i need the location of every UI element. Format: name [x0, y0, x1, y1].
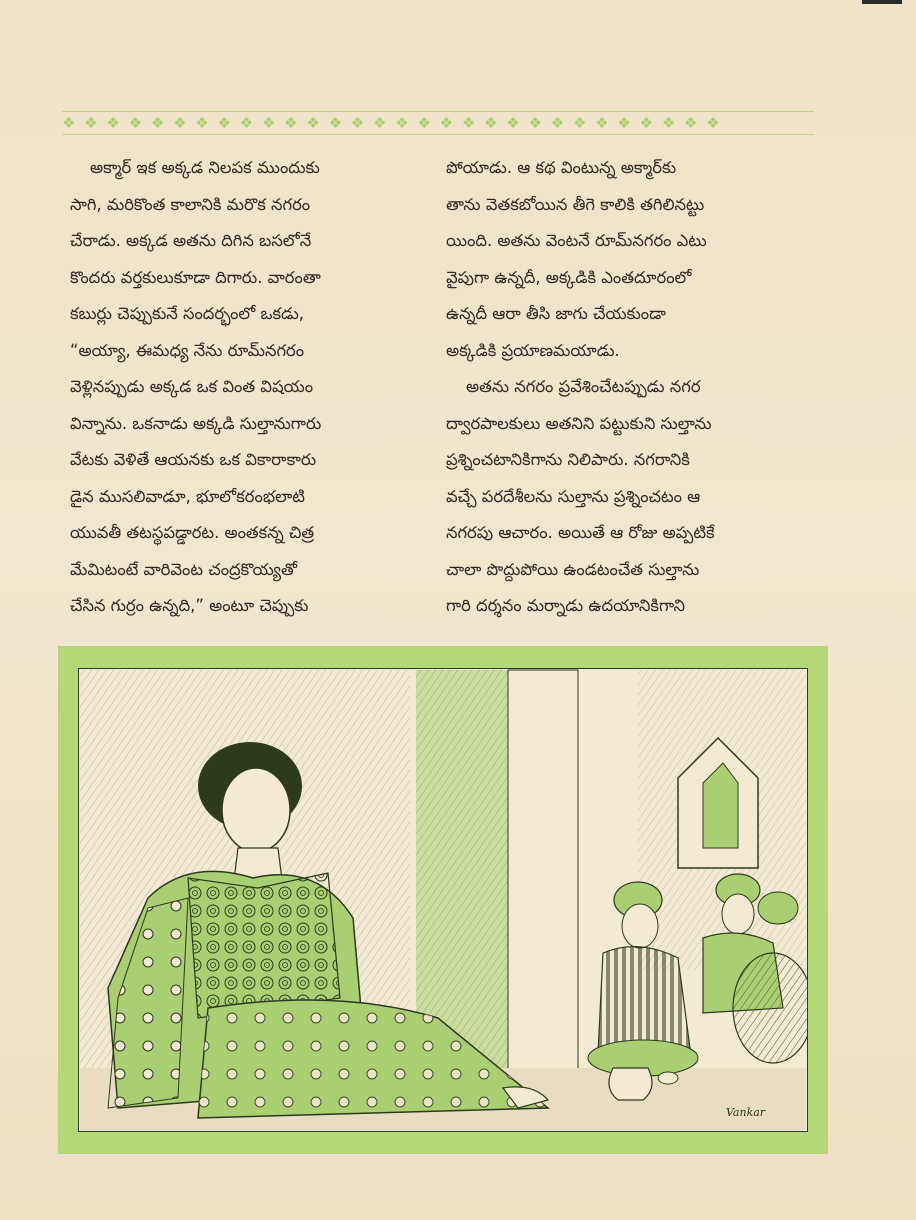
text-line: సాగి, మరికొంత కాలానికి మరొక నగరం [70, 194, 311, 214]
text-line: చేసిన గుర్రం ఉన్నది,” అంటూ చెప్పుకు [70, 596, 309, 615]
decorative-border: ❖ ❖ ❖ ❖ ❖ ❖ ❖ ❖ ❖ ❖ ❖ ❖ ❖ ❖ ❖ ❖ ❖ ❖ ❖ ❖ ❖ ❖ ❖ ❖ ❖ ❖ ❖ ❖ ❖ ❖ [62, 114, 722, 132]
text-line: కొందరు వర్తకులుకూడా దిగారు. వారంతా [70, 267, 321, 287]
illustration-drawing [78, 668, 808, 1132]
ornament-bottom-line [62, 134, 814, 135]
text-line: తాను వెతకబోయిన తీగె కాలికి తగిలినట్టు [446, 194, 705, 214]
text-line: డైన ముసలివాడూ, భూలోకరంభలాటి [70, 486, 305, 506]
text-line: అక్మార్ ఇక అక్కడ నిలపక ముందుకు [90, 158, 320, 177]
text-line: గారి దర్శనం మర్నాడు ఉదయానికిగాని [446, 596, 686, 615]
text-line: అక్కడికి ప్రయాణమయాడు. [446, 340, 620, 360]
text-line: వైపుగా ఉన్నదీ, అక్కడికి ఎంతదూరంలో [446, 267, 692, 287]
artist-signature: Vankar [726, 1106, 766, 1119]
text-line: విన్నాను. ఒకనాడు అక్కడి సుల్తానుగారు [70, 413, 322, 433]
text-line: నగరపు ఆచారం. అయితే ఆ రోజు అప్పటికే [446, 523, 715, 542]
story-illustration [58, 646, 828, 1154]
text-column-left [70, 150, 430, 625]
text-line: యువతీ తటస్థపడ్డారట. అంతకన్న చిత్ర [70, 523, 315, 542]
text-line: కబుర్లు చెప్పుకునే సందర్భంలో ఒకడు, [70, 304, 305, 323]
text-column-right [446, 150, 806, 625]
page-edge-mark [862, 0, 902, 4]
merchant-back [733, 953, 808, 1063]
text-line: అతను నగరం ప్రవేశించేటప్పుడు నగర [466, 377, 701, 396]
man-vest [188, 873, 340, 1018]
text-line: వేటకు వెళితే ఆయనకు ఒక వికారాకారు [70, 450, 317, 469]
text-line: మేమిటంటే వారివెంట చంద్రకొయ్యతో [70, 559, 297, 579]
pillar-light-side [508, 670, 578, 1100]
text-line: చాలా పొద్దుపోయి ఉండటంచేత సుల్తాను [446, 559, 700, 579]
merchant-robe [598, 947, 690, 1053]
text-line: వచ్చే పరదేశీలను సుల్తాను ప్రశ్నించటం ఆ [446, 486, 701, 506]
man-face [222, 768, 290, 852]
text-line: యింది. అతను వెంటనే రూమ్‌నగరం ఎటు [446, 231, 707, 250]
text-line: వెళ్లినప్పుడు అక్కడ ఒక వింత విషయం [70, 377, 314, 396]
text-line: “అయ్యా, ఈమధ్య నేను రూమ్‌నగరం [70, 340, 305, 360]
water-jug [609, 1068, 652, 1100]
text-line: ఉన్నదీ ఆరా తీసి జాగు చేయకుండా [446, 304, 666, 323]
text-line: ద్వారపాలకులు అతనిని పట్టుకుని సుల్తాను [446, 413, 712, 433]
text-line: ప్రశ్నించటానికిగాను నిలిపారు. నగరానికి [446, 450, 690, 469]
cup [658, 1072, 678, 1084]
text-line: పోయాడు. ఆ కథ వింటున్న అక్మార్‌కు [446, 158, 677, 177]
text-line: చేరాడు. అక్కడ అతను దిగిన బసలోనే [70, 231, 312, 250]
